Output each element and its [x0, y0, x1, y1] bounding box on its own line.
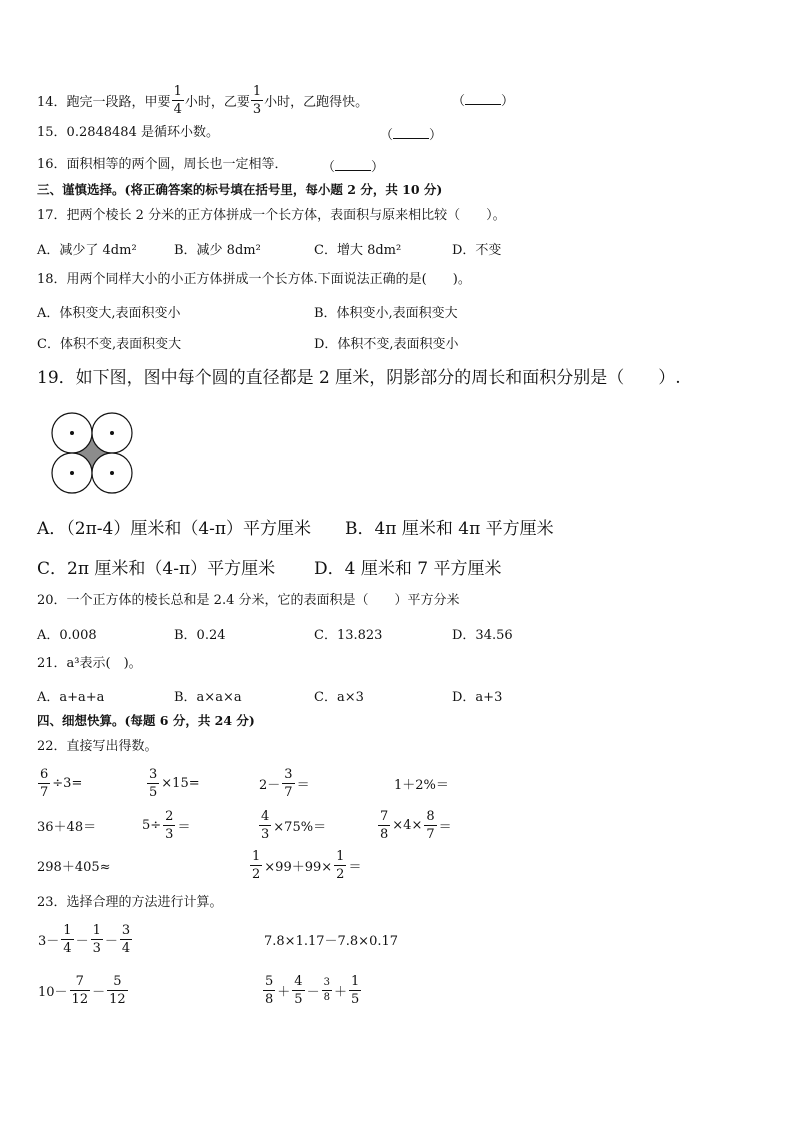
option-c[interactable]: C．2π 厘米和（4-π）平方厘米 [37, 559, 276, 579]
option-a[interactable]: A．0.008 [37, 628, 97, 643]
calc-expression: 298＋405≈ [37, 859, 111, 875]
center-dot [70, 471, 74, 475]
calc-expression: 36＋48＝ [37, 819, 97, 835]
fraction: $\frac{1}{4}$ [173, 83, 182, 117]
question-22: 22．直接写出得数。 [37, 739, 158, 754]
option-a[interactable]: A．a+a+a [37, 690, 105, 705]
calc-expression: $\frac{1}{2}$ ×99＋99× $\frac{1}{2}$ ＝ [252, 848, 362, 882]
calc-expression: $\frac{3}{5}$ ×15= [149, 766, 200, 800]
option-c[interactable]: C．增大 8dm² [314, 243, 402, 258]
option-b[interactable]: B．0.24 [174, 628, 226, 643]
option-d[interactable]: D．体积不变,表面积变小 [314, 337, 459, 352]
section-heading: 四、细想快算。(每题 6 分，共 24 分) [37, 713, 255, 728]
option-b[interactable]: B．4π 厘米和 4π 平方厘米 [345, 519, 554, 539]
calc-expression: 3－ $\frac{1}{4}$ － $\frac{1}{3}$ － $\frac{3}{4}$ [38, 922, 131, 956]
question-14: 14． 跑完一段路，甲要 $\frac{1}{4}$ 小时，乙要 $\frac{1}{3}$ 小时，乙跑得快。 [37, 83, 369, 117]
option-c[interactable]: C．13.823 [314, 628, 383, 643]
option-b[interactable]: B．体积变小,表面积变大 [314, 306, 458, 321]
four-circles-figure [50, 411, 134, 495]
center-dot [70, 431, 74, 435]
option-d[interactable]: D．4 厘米和 7 平方厘米 [314, 559, 502, 579]
calc-expression: 5÷ $\frac{2}{3}$ ＝ [142, 808, 191, 842]
question-18: 18．用两个同样大小的小正方体拼成一个长方体.下面说法正确的是( )。 [37, 272, 471, 287]
option-c[interactable]: C．体积不变,表面积变大 [37, 337, 182, 352]
option-a[interactable]: A．减少了 4dm² [37, 243, 137, 258]
option-c[interactable]: C．a×3 [314, 690, 364, 705]
calc-expression: $\frac{7}{8}$ ×4× $\frac{8}{7}$ ＝ [380, 808, 452, 842]
question-21: 21．a³表示( )。 [37, 656, 142, 671]
option-d[interactable]: D．不变 [452, 243, 502, 258]
option-d[interactable]: D．a+3 [452, 690, 503, 705]
section-heading: 三、谨慎选择。(将正确答案的标号填在括号里，每小题 2 分，共 10 分) [37, 182, 443, 197]
question-19: 19．如下图，图中每个圆的直径都是 2 厘米，阴影部分的周长和面积分别是（ ）. [37, 368, 681, 388]
calc-expression: $\frac{5}{8}$ ＋ $\frac{4}{5}$ － $\frac{3}{8}$ ＋ $\frac{1}{5}$ [265, 973, 360, 1007]
center-dot [110, 431, 114, 435]
calc-expression: $\frac{6}{7}$ ÷3= [40, 766, 83, 800]
option-b[interactable]: B．a×a×a [174, 690, 242, 705]
calc-expression: 1＋2%＝ [394, 777, 449, 793]
question-20: 20．一个正方体的棱长总和是 2.4 分米，它的表面积是（ ）平方分米 [37, 593, 460, 608]
option-a[interactable]: A．体积变大,表面积变小 [37, 306, 181, 321]
question-23: 23．选择合理的方法进行计算。 [37, 895, 223, 910]
option-b[interactable]: B．减少 8dm² [174, 243, 261, 258]
question-17: 17．把两个棱长 2 分米的正方体拼成一个长方体，表面积与原来相比较（ ）。 [37, 208, 506, 223]
answer-blank[interactable]: （ ） [380, 128, 443, 143]
calc-expression: 7.8×1.17－7.8×0.17 [264, 933, 399, 949]
question-15: 15．0.2848484 是循环小数。 [37, 125, 219, 140]
option-a[interactable]: A．（2π-4）厘米和（4-π）平方厘米 [37, 519, 312, 539]
answer-blank[interactable]: （ ） [452, 94, 515, 109]
fraction: $\frac{1}{3}$ [252, 83, 262, 117]
calc-expression: $\frac{4}{3}$ ×75%＝ [261, 808, 327, 842]
calc-expression: 10－ $\frac{7}{12}$ － $\frac{5}{12}$ [38, 973, 126, 1007]
option-d[interactable]: D．34.56 [452, 628, 513, 643]
answer-blank[interactable]: （ ） [322, 160, 385, 175]
calc-expression: 2－ $\frac{3}{7}$ ＝ [259, 766, 310, 800]
center-dot [110, 471, 114, 475]
question-16: 16．面积相等的两个圆，周长也一定相等． [37, 157, 288, 172]
